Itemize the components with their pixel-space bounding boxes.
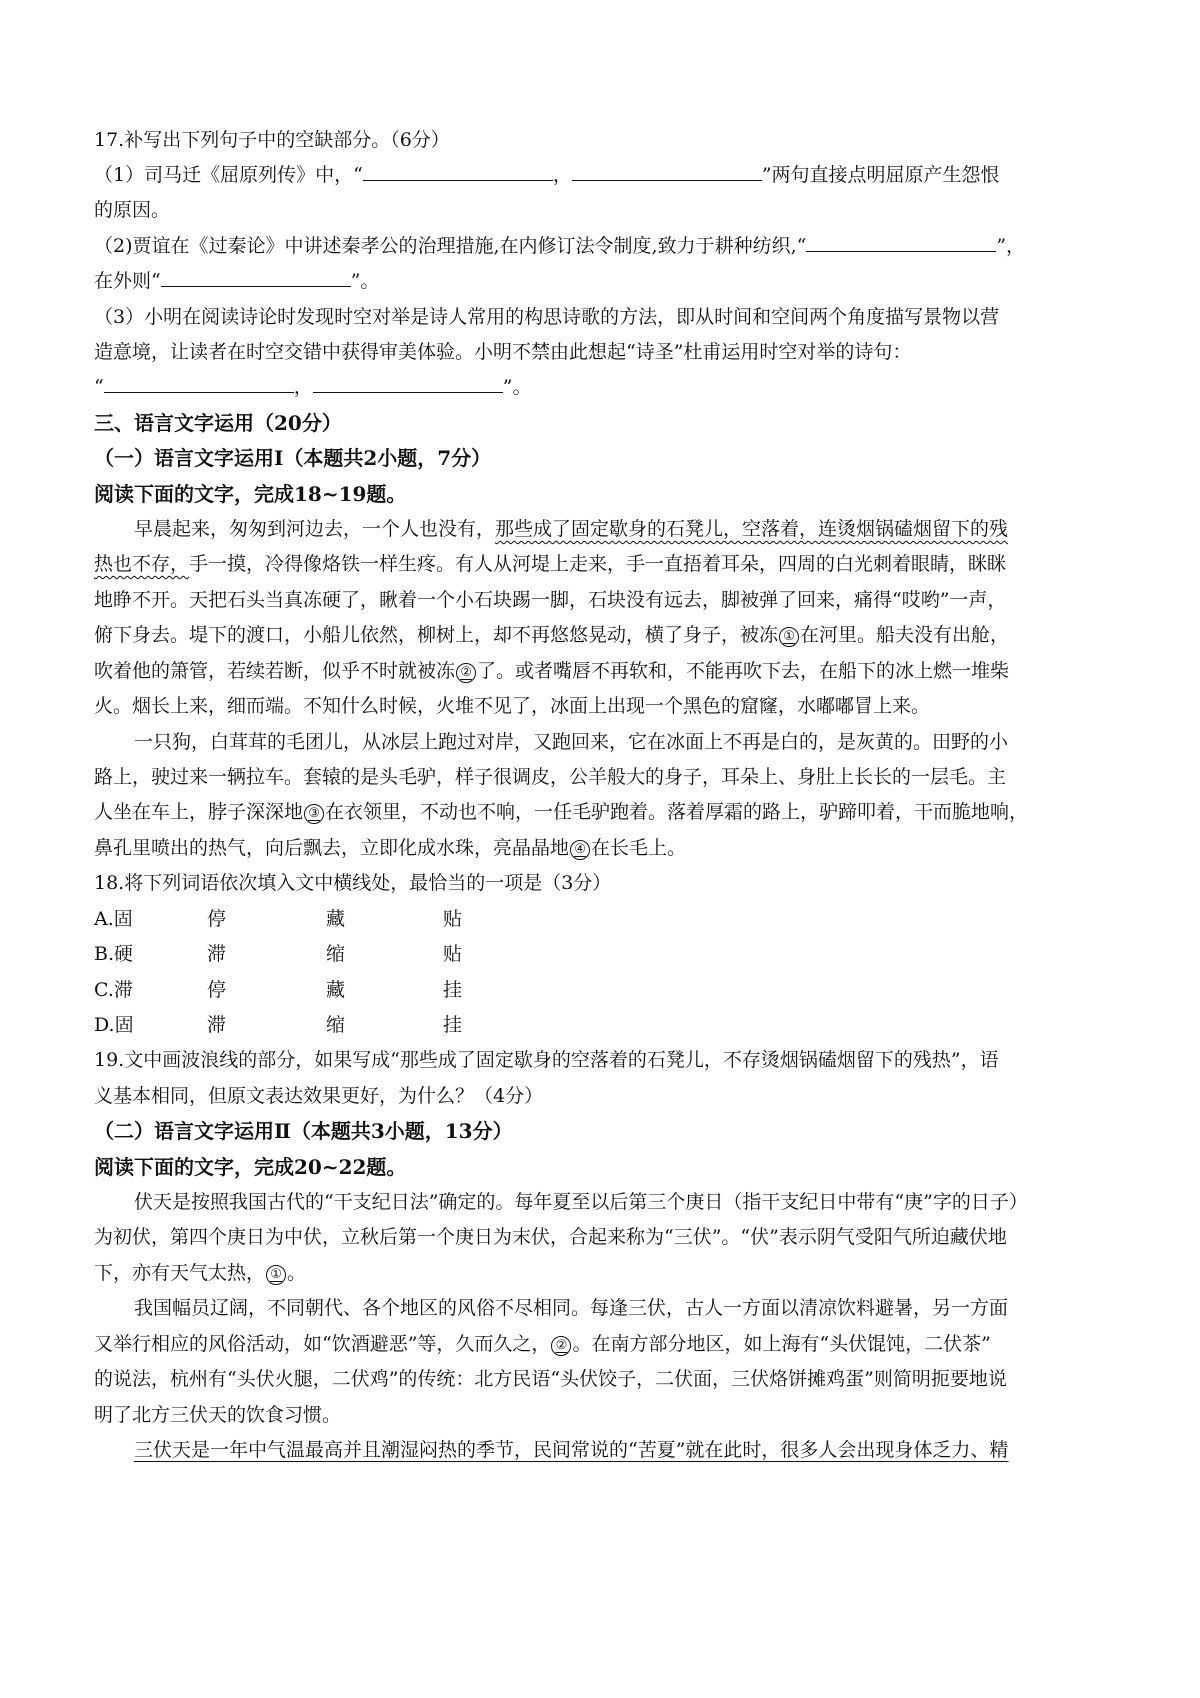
q17-part2-cont: 在外则“ ”。 [94,270,380,292]
passage1-line3: 地睁不开。天把石头当真冻硬了，瞅着一个小石块踢一脚，石块没有远去，脚被弹了回来，痛得“哎哟”一声， [94,589,1007,611]
q17-title: 17.补写出下列句子中的空缺部分。（6分） [94,129,450,151]
answer-blank[interactable] [313,374,503,393]
passage2-line6: 的说法，杭州有“头伏火腿，二伏鸡”的传统：北方民语“头伏饺子，二伏面，三伏烙饼摊鸡蛋”则简明扼要地说 [94,1368,1007,1390]
passage1-line8: 路上，驶过来一辆拉车。套辕的是头毛驴，样子很调皮，公羊般大的身子，耳朵上、身肚上长长的一层毛。主 [94,766,1007,788]
blank-marker-4: ④ [570,840,590,860]
wavy-underlined-text: 那些成了固定歇身的石凳儿，空落着，连烫烟锅磕烟留下的残 [495,518,1009,540]
section-3-title: 三、语言文字运用（20分） [94,411,342,435]
subsection-2-title: （二）语言文字运用Ⅱ（本题共3小题，13分） [94,1119,513,1143]
answer-blank[interactable] [104,374,294,393]
answer-blank[interactable] [572,162,762,181]
underlined-text: 三伏天是一年中气温最高并且潮湿闷热的季节，民间常说的“苦夏”就在此时，很多人会出现身体乏力、精 [134,1439,1009,1461]
q17-part1: （1）司马迁《屈原列传》中，“ ， ”两句直接点明屈原产生怨恨 [94,164,1000,186]
q19-line1: 19.文中画波浪线的部分，如果写成“那些成了固定歇身的空落着的石凳儿，不存烫烟锅磕烟留下的残热”，语 [94,1049,999,1071]
passage1-line5: 吹着他的箫管，若续若断，似乎不时就被冻 ② 了。或者嘴唇不再软和，不能再吹下去，在船下的冰上燃一堆柴 [94,660,1010,682]
blank-marker-1: ① [266,1265,286,1285]
blank-marker-2: ② [456,663,476,683]
reading-instruction-1: 阅读下面的文字，完成18~19题。 [94,482,407,506]
wavy-underlined-text: 热也不存， [94,553,190,575]
q18-title: 18.将下列词语依次填入文中横线处，最恰当的一项是（3分） [94,872,612,894]
answer-blank[interactable] [806,233,996,252]
passage2-line3: 下，亦有天气太热， ① 。 [94,1262,307,1284]
answer-blank[interactable] [363,162,553,181]
passage1-line4: 俯下身去。堤下的渡口，小船儿依然，柳树上，却不再悠悠晃动，横了身子，被冻 ① 在河里。船夫没有出舱， [94,624,1010,646]
passage2-line7: 明了北方三伏天的饮食习惯。 [94,1404,342,1426]
reading-instruction-2: 阅读下面的文字，完成20~22题。 [94,1155,407,1179]
passage1-line10: 鼻孔里喷出的热气，向后飘去，立即化成水珠，亮晶晶地 ④ 在长毛上。 [94,837,687,859]
q17-part1-cont: 的原因。 [94,199,171,221]
exam-page: 17.补写出下列句子中的空缺部分。（6分） （1）司马迁《屈原列传》中，“ ， ”两句直接点明屈原产生怨恨 的原因。 （2)贾谊在《过秦论》中讲述秦孝公的治理措施,在内修订法令制度,致力于耕种纺织,“ ”， 在外则“ ”。 （3）小明在阅读诗论时发现时空对举是诗人常用的构思诗歌的方法，即从时间和空间两个角度描写景物以营 造意境，让读者在时空交错中获得审美体验。小明不禁由此想起“诗圣”杜甫运用时空对举的诗句： “ ， ”。 三、语言文字运用（20分） （一）语言文字运用Ⅰ（本题共2小题，7分） 阅读下面的文字，完成18~19题。 早晨起来，匆匆到河边去，一个人也没有，那些成了固定歇身的石凳儿，空落着，连烫烟锅磕烟留下的残 热也不存，手一摸，冷得像烙铁一样生疼。有人从河堤上走来，手一直捂着耳朵，四周的白光刺着眼睛，眯眯 地睁不开。天把石头当真冻硬了，瞅着一个小石块踢一脚，石块没有远去，脚被弹了回来，痛得“哎哟”一声， 俯下身去。堤下的渡口，小船儿依然，柳树上，却不再悠悠晃动，横了身子，被冻 ① 在河里。船夫没有出舱， 吹着他的箫管，若续若断，似乎不时就被冻 ② 了。或者嘴唇不再软和，不能再吹下去，在船下的冰上燃一堆柴 火。烟长上来，细而端。不知什么时候，火堆不见了，冰面上出现一个黑色的窟窿，水嘟嘟冒上来。 一只狗，白茸茸的毛团儿，从冰层上跑过对岸，又跑回来，它在冰面上不再是白的，是灰黄的。田野的小 路上，驶过来一辆拉车。套辕的是头毛驴，样子很调皮，公羊般大的身子，耳朵上、身肚上长长的一层毛。主 人坐在车上，脖子深深地 ③ 在衣领里，不动也不响，一任毛驴跑着。落着厚霜的路上，驴蹄叩着，干而脆地响， 鼻孔里喷出的热气，向后飘去，立即化成水珠，亮晶晶地 ④ 在长毛上。 18.将下列词语依次填入文中横线处，最恰当的一项是（3分） A.固 停 藏 贴 B.硬 滞 缩 贴 C.滞 停 藏 挂 D.固 滞 缩 挂 19.文中画波浪线的部分，如果写成“那些成了固定歇身的空落着的石凳儿，不存烫烟锅磕烟留下的残热”，语 义基本相同，但原文表达效果更好，为什么？（4分） （二）语言文字运用Ⅱ（本题共3小题，13分） 阅读下面的文字，完成20~22题。 伏天是按照我国古代的“干支纪日法”确定的。每年夏至以后第三个庚日（指干支纪日中带有“庚”字的日子） 为初伏，第四个庚日为中伏，立秋后第一个庚日为末伏，合起来称为“三伏”。“伏”表示阴气受阳气所迫藏伏地 下，亦有天气太热， ① 。 我国幅员辽阔，不同朝代、各个地区的风俗不尽相同。每逢三伏，古人一方面以清凉饮料避暑，另一方面 又举行相应的风俗活动，如“饮酒避恶”等，久而久之， ② 。在南方部分地区，如上海有“头伏馄饨，二伏茶” 的说法，杭州有“头伏火腿，二伏鸡”的传统：北方民语“头伏饺子，二伏面，三伏烙饼摊鸡蛋”则简明扼要地说 明了北方三伏天的饮食习惯。 三伏天是一年中气温最高并且潮湿闷热的季节，民间常说的“苦夏”就在此时，很多人会出现身体乏力、精 [0,0,1200,1698]
passage2-line8 [134,1437,1114,1463]
passage2-line4: 我国幅员辽阔，不同朝代、各个地区的风俗不尽相同。每逢三伏，古人一方面以清凉饮料避暑，另一方面 [134,1297,1009,1319]
q17-part3-line2: 造意境，让读者在时空交错中获得审美体验。小明不禁由此想起“诗圣”杜甫运用时空对举的诗句： [94,341,912,363]
passage1-line7: 一只狗，白茸茸的毛团儿，从冰层上跑过对岸，又跑回来，它在冰面上不再是白的，是灰黄的。田野的小 [134,731,1009,753]
q17-part3-line3: “ ， ”。 [94,376,532,398]
passage1-line1: 早晨起来，匆匆到河边去，一个人也没有，那些成了固定歇身的石凳儿，空落着，连烫烟锅磕烟留下的残 [134,518,1009,540]
passage1-line6: 火。烟长上来，细而端。不知什么时候，火堆不见了，冰面上出现一个黑色的窟窿，水嘟嘟冒上来。 [94,695,931,717]
passage2-line1: 伏天是按照我国古代的“干支纪日法”确定的。每年夏至以后第三个庚日（指干支纪日中带有“庚”字的日子） [134,1191,1028,1213]
blank-marker-3: ③ [304,804,324,824]
passage2-line5: 又举行相应的风俗活动，如“饮酒避恶”等，久而久之， ② 。在南方部分地区，如上海有“头伏馄饨，二伏茶” [94,1333,991,1355]
blank-marker-2: ② [551,1336,571,1356]
passage1-line9: 人坐在车上，脖子深深地 ③ 在衣领里，不动也不响，一任毛驴跑着。落着厚霜的路上，驴蹄叩着，干而脆地响， [94,801,1029,823]
subsection-1-title: （一）语言文字运用Ⅰ（本题共2小题，7分） [94,446,492,470]
q17-part2: （2)贾谊在《过秦论》中讲述秦孝公的治理措施,在内修订法令制度,致力于耕种纺织,“ ”， [94,235,1026,257]
passage1-line2: 热也不存，手一摸，冷得像烙铁一样生疼。有人从河堤上走来，手一直捂着耳朵，四周的白光刺着眼睛，眯眯 [94,553,1007,575]
q19-line2: 义基本相同，但原文表达效果更好，为什么？（4分） [94,1085,544,1107]
blank-marker-1: ① [779,627,799,647]
q17-part3: （3）小明在阅读诗论时发现时空对举是诗人常用的构思诗歌的方法，即从时间和空间两个角度描写景物以营 [94,306,1000,328]
answer-blank[interactable] [161,268,351,287]
passage2-line2: 为初伏，第四个庚日为中伏，立秋后第一个庚日为末伏，合起来称为“三伏”。“伏”表示阴气受阳气所迫藏伏地 [94,1226,1007,1248]
